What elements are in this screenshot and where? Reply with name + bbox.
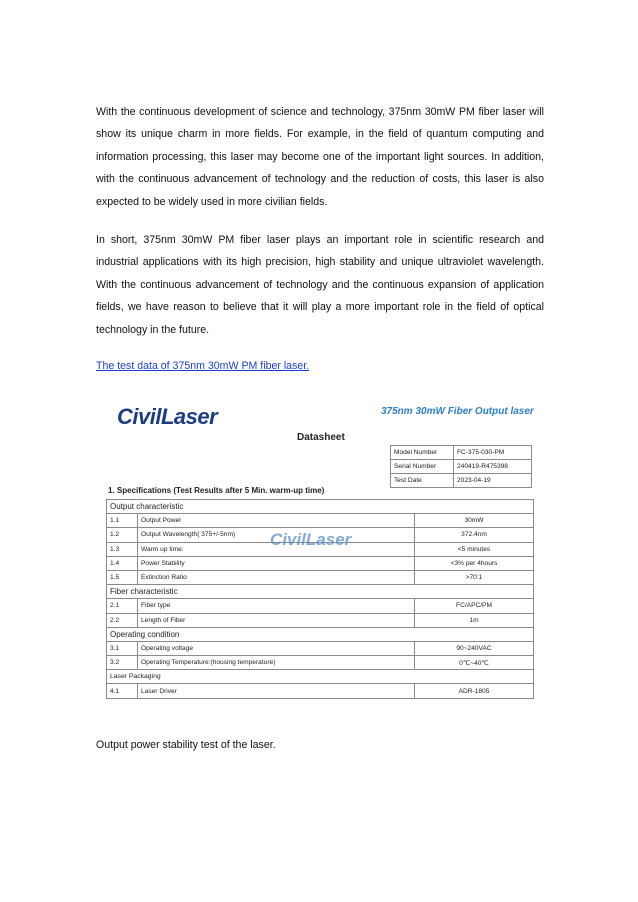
row-value: 30mW — [415, 514, 534, 528]
info-key: Serial Number — [391, 460, 454, 474]
table-row — [107, 684, 534, 698]
row-name: Power Stability — [138, 556, 415, 570]
info-value: 240419-R475398 — [454, 460, 532, 474]
section-title: Output characteristic — [107, 500, 534, 514]
row-num: 4.1 — [107, 684, 138, 698]
row-name: Operating Temperature:(housing temperature) — [138, 656, 415, 670]
datasheet-image — [104, 394, 536, 694]
spec-heading: 1. Specifications (Test Results after 5 Min. warm-up time) — [108, 486, 325, 495]
table-row — [107, 514, 534, 528]
test-data-link[interactable]: The test data of 375nm 30mW PM fiber laser. — [96, 360, 310, 372]
civillaser-watermark: CivilLaser — [270, 530, 352, 549]
info-key: Test Date — [391, 474, 454, 488]
spec-table — [106, 499, 534, 699]
section-header — [107, 585, 534, 599]
row-num: 3.2 — [107, 656, 138, 670]
paragraph-outlook: With the continuous development of science and technology, 375nm 30mW PM fiber laser will show its unique charm in more fields. For example, in the field of quantum computing and information processing, this laser may become one of the important light sources. In addition, with the continuous advancement of technology and the reduction of costs, this laser is also expected to be widely used in more civilian fields. — [96, 106, 544, 208]
row-value: 372.4nm — [415, 528, 534, 542]
row-num: 1.2 — [107, 528, 138, 542]
table-row — [107, 556, 534, 570]
row-num: 2.2 — [107, 613, 138, 627]
table-row — [107, 599, 534, 613]
section-title: Operating condition — [107, 627, 534, 641]
info-value: 2023-04-19 — [454, 474, 532, 488]
row-name: Warm up time: — [138, 542, 415, 556]
info-key: Model Number — [391, 446, 454, 460]
table-row — [107, 570, 534, 584]
section-header — [107, 670, 534, 684]
section-header — [107, 627, 534, 641]
civillaser-logo: CivilLaser — [117, 404, 218, 429]
row-value: 90~240VAC — [415, 641, 534, 655]
section-header — [107, 500, 534, 514]
table-row — [107, 656, 534, 670]
info-table — [390, 445, 532, 488]
section-title: Laser Packaging — [107, 670, 534, 684]
paragraph-summary: In short, 375nm 30mW PM fiber laser plays an important role in scientific research and industrial applications with its high precision, high stability and unique ultraviolet wavelength. With the continuous advancement of technology and the continuous expansion of application fields, we have reason to believe that it will play a more important role in the field of optical technology in the future. — [96, 234, 544, 336]
row-value: <3% per 4hours — [415, 556, 534, 570]
row-name: Fiber type — [138, 599, 415, 613]
row-value: 0℃~40℃ — [415, 656, 534, 670]
info-value: FC-375-030-PM — [454, 446, 532, 460]
row-name: Length of Fiber — [138, 613, 415, 627]
product-title: 375nm 30mW Fiber Output laser — [381, 406, 534, 417]
section-title: Fiber characteristic — [107, 585, 534, 599]
row-name: Output Wavelength( 375+/-5nm) — [138, 528, 415, 542]
row-name: Laser Driver — [138, 684, 415, 698]
info-row — [391, 446, 532, 460]
row-value: >70:1 — [415, 570, 534, 584]
row-value: <5 minutes — [415, 542, 534, 556]
info-row — [391, 460, 532, 474]
row-num: 1.5 — [107, 570, 138, 584]
row-name: Operating voltage — [138, 641, 415, 655]
row-value: ADR-1805 — [415, 684, 534, 698]
info-row — [391, 474, 532, 488]
row-num: 1.4 — [107, 556, 138, 570]
row-value: 1m — [415, 613, 534, 627]
row-num: 3.1 — [107, 641, 138, 655]
datasheet-label: Datasheet — [297, 432, 345, 443]
row-name: Output Power — [138, 514, 415, 528]
row-name: Extinction Ratio — [138, 570, 415, 584]
table-row — [107, 613, 534, 627]
table-row — [107, 641, 534, 655]
row-num: 1.3 — [107, 542, 138, 556]
row-num: 2.1 — [107, 599, 138, 613]
row-value: FC/APC/PM — [415, 599, 534, 613]
row-num: 1.1 — [107, 514, 138, 528]
stability-caption: Output power stability test of the laser. — [96, 739, 276, 751]
